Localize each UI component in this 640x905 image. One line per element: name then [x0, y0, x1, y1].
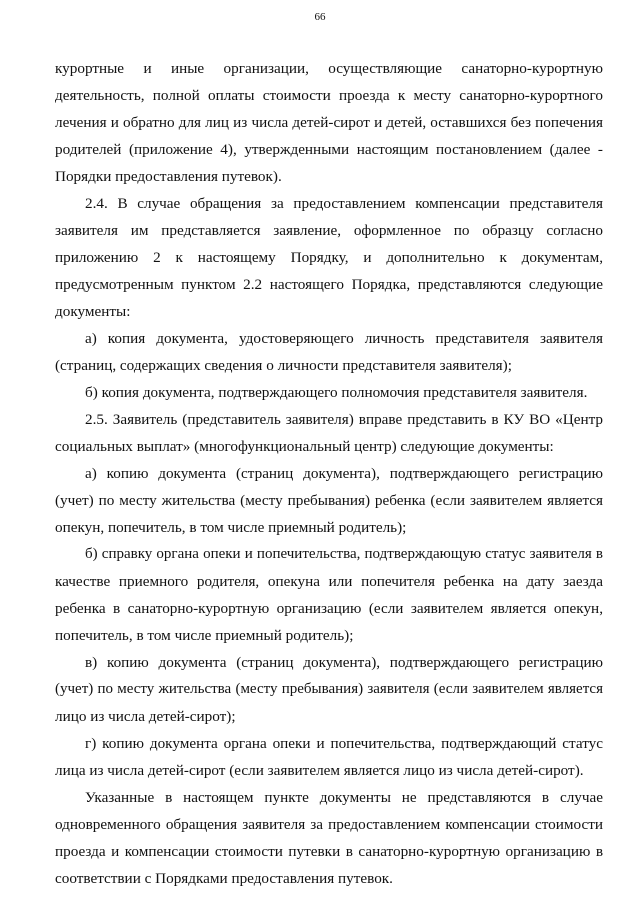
text-line: лечения и обратно для лиц из числа детей-сирот и детей, оставшихся без попечения	[55, 114, 603, 131]
text-line: предусмотренным пунктом 2.2 настоящего Порядка, представляются следующие	[55, 276, 603, 293]
text-line: родителей (приложение 4), утвержденными настоящим постановлением (далее -	[55, 141, 603, 158]
list-item-line: а) копия документа, удостоверяющего личность представителя заявителя	[85, 330, 603, 347]
list-item-line: а) копию документа (страниц документа), подтверждающего регистрацию	[85, 465, 603, 482]
text-line: заявителя им представляется заявление, оформленное по образцу согласно	[55, 222, 603, 239]
text-line: соответствии с Порядками предоставления путевок.	[55, 870, 393, 887]
text-line: (учет) по месту жительства (месту пребывания) ребенка (если заявителем является	[55, 492, 603, 509]
text-line: лица из числа детей-сирот (если заявителем является лицо из числа детей-сирот).	[55, 762, 584, 779]
text-line: проезда и компенсации стоимости путевки в санаторно-курортную организацию в	[55, 843, 603, 860]
list-item-line: в) копию документа (страниц документа), подтверждающего регистрацию	[85, 654, 603, 671]
text-line: лицо из числа детей-сирот);	[55, 708, 236, 725]
text-line: курортные и иные организации, осуществляющие санаторно-курортную	[55, 60, 603, 77]
text-line: приложению 2 к настоящему Порядку, и дополнительно к документам,	[55, 249, 603, 266]
section-2-5-line: 2.5. Заявитель (представитель заявителя) вправе представить в КУ ВО «Центр	[85, 411, 603, 428]
text-line: ребенка в санаторно-курортную организацию (если заявителем является опекун,	[55, 600, 603, 617]
text-line: (страниц, содержащих сведения о личности представителя заявителя);	[55, 357, 512, 374]
text-line: одновременного обращения заявителя за предоставлением компенсации стоимости	[55, 816, 603, 833]
text-line: попечитель, в том числе приемный родитель);	[55, 627, 354, 644]
text-line: качестве приемного родителя, опекуна или попечителя ребенка на дату заезда	[55, 573, 603, 590]
paragraph-start-line: Указанные в настоящем пункте документы не представляются в случае	[85, 789, 603, 806]
page-number: 66	[314, 11, 326, 23]
text-line: (учет) по месту жительства (месту пребывания) заявителя (если заявителем является	[55, 681, 603, 697]
text-line: Порядки предоставления путевок).	[55, 168, 282, 185]
text-line: опекун, попечитель, в том числе приемный родитель);	[55, 519, 407, 536]
text-line: социальных выплат» (многофункциональный центр) следующие документы:	[55, 438, 554, 455]
list-item-line: б) справку органа опеки и попечительства, подтверждающую статус заявителя в	[85, 546, 603, 562]
section-2-4-line: 2.4. В случае обращения за предоставлением компенсации представителя	[85, 195, 603, 212]
document-body	[55, 55, 603, 892]
list-item-line: г) копию документа органа опеки и попечительства, подтверждающий статус	[85, 735, 603, 752]
text-line: деятельность, полной оплаты стоимости проезда к месту санаторно-курортного	[55, 87, 603, 104]
list-item-line: б) копия документа, подтверждающего полномочия представителя заявителя.	[85, 384, 588, 401]
text-line: документы:	[55, 303, 131, 320]
